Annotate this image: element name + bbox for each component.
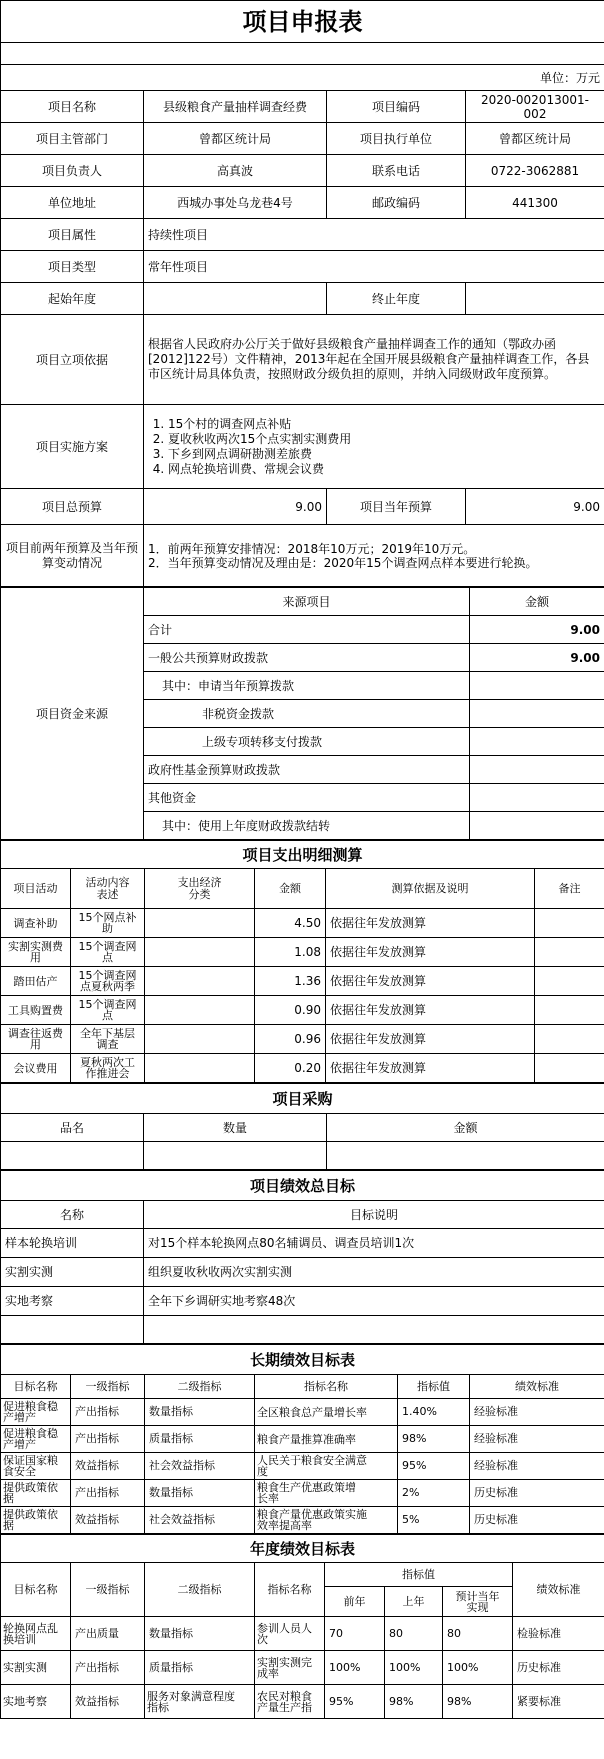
year-goal-title: 年度绩效目标表 <box>1 1535 604 1563</box>
detail-basis: 依据往年发放测算 <box>326 1054 535 1083</box>
detail-table <box>0 840 604 1083</box>
year-budget-label: 项目当年预算 <box>327 489 466 525</box>
long-goal-l1: 产出指标 <box>71 1426 145 1453</box>
year-goal-header: 指标名称 <box>255 1563 325 1617</box>
funds-row-name: 其中：申请当年预算拨款 <box>144 672 470 700</box>
plan-item: 4. 网点轮换培训费、常规会议费 <box>168 462 600 477</box>
year-goal-name: 农民对粮食 产量生产指 <box>255 1685 325 1719</box>
detail-row <box>1 1025 604 1054</box>
total-goal-desc: 全年下乡调研实地考察48次 <box>144 1287 604 1316</box>
year-goal-l1: 产出指标 <box>71 1651 145 1685</box>
detail-activity: 工具购置费 <box>1 996 71 1025</box>
year-goal-table <box>0 1534 604 1719</box>
start-label: 起始年度 <box>1 283 144 315</box>
long-goal-value: 1.40% <box>398 1399 470 1426</box>
total-goal-row <box>1 1287 604 1316</box>
long-goal-std: 历史标准 <box>470 1507 604 1534</box>
zip: 441300 <box>466 187 604 219</box>
total-goal-header: 目标说明 <box>144 1201 604 1229</box>
detail-basis: 依据往年发放测算 <box>326 938 535 967</box>
project-code: 2020-002013001-002 <box>466 91 604 123</box>
year-goal-std: 紧要标准 <box>513 1685 604 1719</box>
long-goal-header: 绩效标准 <box>470 1375 604 1399</box>
long-goal-l1: 产出指标 <box>71 1480 145 1507</box>
purchase-row <box>1 1142 604 1170</box>
year-budget: 9.00 <box>466 489 604 525</box>
long-goal-row <box>1 1480 604 1507</box>
long-goal-header: 一级指标 <box>71 1375 145 1399</box>
detail-amount: 1.36 <box>255 967 326 996</box>
detail-note <box>535 909 604 938</box>
total-goal-title: 项目绩效总目标 <box>1 1171 604 1201</box>
detail-title: 项目支出明细测算 <box>1 841 604 869</box>
long-goal-value: 98% <box>398 1426 470 1453</box>
exec-label: 项目执行单位 <box>327 123 466 155</box>
long-goal-value: 5% <box>398 1507 470 1534</box>
year-goal-goal: 轮换网点乱 换培训 <box>1 1617 71 1651</box>
type-label: 项目类型 <box>1 251 144 283</box>
detail-row <box>1 996 604 1025</box>
year-goal-std: 检验标准 <box>513 1617 604 1651</box>
funds-row-name: 政府性基金预算财政拨款 <box>144 756 470 784</box>
funds-row-amount <box>470 700 604 728</box>
long-goal-l2: 质量指标 <box>145 1426 255 1453</box>
total-goal-row <box>1 1258 604 1287</box>
long-goal-name: 粮食产量推算准确率 <box>255 1426 398 1453</box>
start-year <box>144 283 327 315</box>
long-goal-header: 指标值 <box>398 1375 470 1399</box>
long-goal-table <box>0 1344 604 1534</box>
detail-header: 活动内容 表述 <box>71 869 145 909</box>
phone-label: 联系电话 <box>327 155 466 187</box>
funds-row-name: 合计 <box>144 616 470 644</box>
long-goal-l1: 效益指标 <box>71 1507 145 1534</box>
year-goal-name: 参训人员人 次 <box>255 1617 325 1651</box>
detail-activity: 调查往返费 用 <box>1 1025 71 1054</box>
funds-row-amount <box>470 672 604 700</box>
year-goal-goal: 实割实测 <box>1 1651 71 1685</box>
year-goal-last: 100% <box>385 1651 443 1685</box>
long-goal-goal: 促进粮食稳 产增产 <box>1 1399 71 1426</box>
detail-content: 夏秋两次工 作推进会 <box>71 1054 145 1083</box>
plan-list <box>148 417 600 477</box>
detail-row <box>1 967 604 996</box>
year-goal-expect: 98% <box>443 1685 513 1719</box>
year-goal-name: 实割实测完 成率 <box>255 1651 325 1685</box>
year-goal-header-last: 上年 <box>385 1587 443 1617</box>
project-code-label: 项目编码 <box>327 91 466 123</box>
year-goal-l2: 数量指标 <box>145 1617 255 1651</box>
funds-row-name: 其中：使用上年度财政拨款结转 <box>144 812 470 840</box>
dept-label: 项目主管部门 <box>1 123 144 155</box>
year-goal-l1: 产出质量 <box>71 1617 145 1651</box>
long-goal-goal: 促进粮食稳 产增产 <box>1 1426 71 1453</box>
address-label: 单位地址 <box>1 187 144 219</box>
detail-activity: 会议费用 <box>1 1054 71 1083</box>
detail-basis: 依据往年发放测算 <box>326 1025 535 1054</box>
long-goal-std: 经验标准 <box>470 1426 604 1453</box>
long-goal-row <box>1 1399 604 1426</box>
year-goal-prev: 95% <box>325 1685 385 1719</box>
detail-note <box>535 938 604 967</box>
long-goal-value: 2% <box>398 1480 470 1507</box>
change-line-2: 2．当年预算变动情况及理由是：2020年15个调查网点样本要进行轮换。 <box>148 555 538 570</box>
detail-basis: 依据往年发放测算 <box>326 967 535 996</box>
long-goal-goal: 提供政策依 据 <box>1 1507 71 1534</box>
detail-note <box>535 1054 604 1083</box>
phone: 0722-3062881 <box>466 155 604 187</box>
plan-item: 1. 15个村的调查网点补贴 <box>168 417 600 432</box>
change-label: 项目前两年预算及当年预算变动情况 <box>1 525 144 587</box>
detail-note <box>535 996 604 1025</box>
unit-label: 单位：万元 <box>1 65 604 91</box>
year-goal-std: 历史标准 <box>513 1651 604 1685</box>
end-label: 终止年度 <box>327 283 466 315</box>
long-goal-name: 粮食产量优惠政策实施 效率提高率 <box>255 1507 398 1534</box>
funds-row-amount: 9.00 <box>470 616 604 644</box>
long-goal-l2: 数量指标 <box>145 1480 255 1507</box>
year-goal-l2: 质量指标 <box>145 1651 255 1685</box>
long-goal-l2: 社会效益指标 <box>145 1453 255 1480</box>
exec: 曾都区统计局 <box>466 123 604 155</box>
detail-econ <box>145 909 255 938</box>
year-goal-last: 98% <box>385 1685 443 1719</box>
project-name-label: 项目名称 <box>1 91 144 123</box>
total-goal-table <box>0 1170 604 1344</box>
end-year <box>466 283 604 315</box>
year-goal-header-value: 指标值 <box>325 1563 513 1587</box>
detail-econ <box>145 938 255 967</box>
year-goal-last: 80 <box>385 1617 443 1651</box>
project-name: 县级粮食产量抽样调查经费 <box>144 91 327 123</box>
purchase-header: 金额 <box>327 1114 604 1142</box>
long-goal-l2: 社会效益指标 <box>145 1507 255 1534</box>
basis-label: 项目立项依据 <box>1 315 144 405</box>
detail-econ <box>145 1054 255 1083</box>
year-goal-header: 一级指标 <box>71 1563 145 1617</box>
funds-table <box>0 587 604 840</box>
total-goal-desc: 对15个样本轮换网点80名辅调员、调查员培训1次 <box>144 1229 604 1258</box>
change-cell <box>144 525 604 587</box>
long-goal-header: 目标名称 <box>1 1375 71 1399</box>
detail-econ <box>145 967 255 996</box>
zip-label: 邮政编码 <box>327 187 466 219</box>
purchase-title: 项目采购 <box>1 1084 604 1114</box>
year-goal-goal: 实地考察 <box>1 1685 71 1719</box>
funds-row-amount <box>470 728 604 756</box>
leader: 高真波 <box>144 155 327 187</box>
plan-label: 项目实施方案 <box>1 405 144 489</box>
total-goal-name: 实割实测 <box>1 1258 144 1287</box>
funds-row-name: 其他资金 <box>144 784 470 812</box>
long-goal-name: 人民关于粮食安全满意 度 <box>255 1453 398 1480</box>
year-goal-expect: 100% <box>443 1651 513 1685</box>
budget-label: 项目总预算 <box>1 489 144 525</box>
detail-header: 金额 <box>255 869 326 909</box>
long-goal-name: 粮食生产优惠政策增 长率 <box>255 1480 398 1507</box>
year-goal-prev: 70 <box>325 1617 385 1651</box>
plan-list-cell <box>144 405 604 489</box>
funds-row-name: 一般公共预算财政拨款 <box>144 644 470 672</box>
detail-header: 支出经济 分类 <box>145 869 255 909</box>
detail-econ <box>145 1025 255 1054</box>
detail-basis: 依据往年发放测算 <box>326 996 535 1025</box>
detail-note <box>535 967 604 996</box>
detail-note <box>535 1025 604 1054</box>
long-goal-l1: 产出指标 <box>71 1399 145 1426</box>
year-goal-header: 目标名称 <box>1 1563 71 1617</box>
leader-label: 项目负责人 <box>1 155 144 187</box>
detail-amount: 1.08 <box>255 938 326 967</box>
attr-label: 项目属性 <box>1 219 144 251</box>
dept: 曾都区统计局 <box>144 123 327 155</box>
long-goal-row <box>1 1507 604 1534</box>
funds-header-source: 来源项目 <box>144 588 470 616</box>
year-goal-row <box>1 1617 604 1651</box>
detail-content: 15个调查网 点 <box>71 996 145 1025</box>
funds-header-amount: 金额 <box>470 588 604 616</box>
detail-content: 15个调查网 点夏秋两季 <box>71 967 145 996</box>
funds-row-name: 非税资金拨款 <box>144 700 470 728</box>
year-goal-l1: 效益指标 <box>71 1685 145 1719</box>
plan-item: 3. 下乡到网点调研勘测差旅费 <box>168 447 600 462</box>
long-goal-goal: 提供政策依 据 <box>1 1480 71 1507</box>
detail-content: 全年下基层 调查 <box>71 1025 145 1054</box>
year-goal-l2: 服务对象满意程度 指标 <box>145 1685 255 1719</box>
detail-basis: 依据往年发放测算 <box>326 909 535 938</box>
purchase-table <box>0 1083 604 1170</box>
address: 西城办事处乌龙巷4号 <box>144 187 327 219</box>
funds-row-amount: 9.00 <box>470 644 604 672</box>
detail-content: 15个调查网 点 <box>71 938 145 967</box>
purchase-header: 品名 <box>1 1114 144 1142</box>
total-goal-row <box>1 1229 604 1258</box>
detail-header: 项目活动 <box>1 869 71 909</box>
year-goal-header-prev: 前年 <box>325 1587 385 1617</box>
detail-header: 备注 <box>535 869 604 909</box>
year-goal-header-expect: 预计当年 实现 <box>443 1587 513 1617</box>
year-goal-expect: 80 <box>443 1617 513 1651</box>
detail-row <box>1 1054 604 1083</box>
long-goal-std: 经验标准 <box>470 1453 604 1480</box>
change-line-1: 1．前两年预算安排情况：2018年10万元；2019年10万元。 <box>148 541 476 556</box>
long-goal-name: 全区粮食总产量增长率 <box>255 1399 398 1426</box>
long-goal-row <box>1 1453 604 1480</box>
long-goal-row <box>1 1426 604 1453</box>
detail-amount: 0.20 <box>255 1054 326 1083</box>
detail-activity: 调查补助 <box>1 909 71 938</box>
total-goal-header: 名称 <box>1 1201 144 1229</box>
detail-amount: 0.96 <box>255 1025 326 1054</box>
funds-row-amount <box>470 756 604 784</box>
detail-header: 测算依据及说明 <box>326 869 535 909</box>
total-goal-desc: 组织夏收秋收两次实割实测 <box>144 1258 604 1287</box>
purchase-header: 数量 <box>144 1114 327 1142</box>
year-goal-header: 绩效标准 <box>513 1563 604 1617</box>
long-goal-goal: 保证国家粮 食安全 <box>1 1453 71 1480</box>
year-goal-row <box>1 1685 604 1719</box>
detail-activity: 踏田估产 <box>1 967 71 996</box>
detail-amount: 4.50 <box>255 909 326 938</box>
attr: 持续性项目 <box>144 219 604 251</box>
type: 常年性项目 <box>144 251 604 283</box>
long-goal-header: 二级指标 <box>145 1375 255 1399</box>
detail-row <box>1 938 604 967</box>
funds-row-amount <box>470 784 604 812</box>
funds-row-name: 上级专项转移支付拨款 <box>144 728 470 756</box>
year-goal-row <box>1 1651 604 1685</box>
long-goal-std: 历史标准 <box>470 1480 604 1507</box>
funds-label: 项目资金来源 <box>1 588 144 840</box>
funds-row-amount <box>470 812 604 840</box>
long-goal-l2: 数量指标 <box>145 1399 255 1426</box>
long-goal-std: 经验标准 <box>470 1399 604 1426</box>
plan-item: 2. 夏收秋收两次15个点实割实测费用 <box>168 432 600 447</box>
total-goal-name: 实地考察 <box>1 1287 144 1316</box>
year-goal-prev: 100% <box>325 1651 385 1685</box>
detail-content: 15个网点补 助 <box>71 909 145 938</box>
year-goal-header: 二级指标 <box>145 1563 255 1617</box>
detail-amount: 0.90 <box>255 996 326 1025</box>
long-goal-title: 长期绩效目标表 <box>1 1345 604 1375</box>
detail-row <box>1 909 604 938</box>
page-title: 项目申报表 <box>1 1 604 43</box>
long-goal-l1: 效益指标 <box>71 1453 145 1480</box>
detail-activity: 实割实测费 用 <box>1 938 71 967</box>
budget: 9.00 <box>144 489 327 525</box>
basis-text: 根据省人民政府办公厅关于做好县级粮食产量抽样调查工作的通知（鄂政办函[2012]122号）文件精神，2013年起在全国开展县级粮食产量抽样调查工作，各县市区统计局具体负责，按照财政分级负担的原则，并纳入同级财政年度预算。 <box>144 315 604 405</box>
long-goal-header: 指标名称 <box>255 1375 398 1399</box>
detail-econ <box>145 996 255 1025</box>
application-table <box>0 0 604 587</box>
total-goal-name: 样本轮换培训 <box>1 1229 144 1258</box>
long-goal-value: 95% <box>398 1453 470 1480</box>
